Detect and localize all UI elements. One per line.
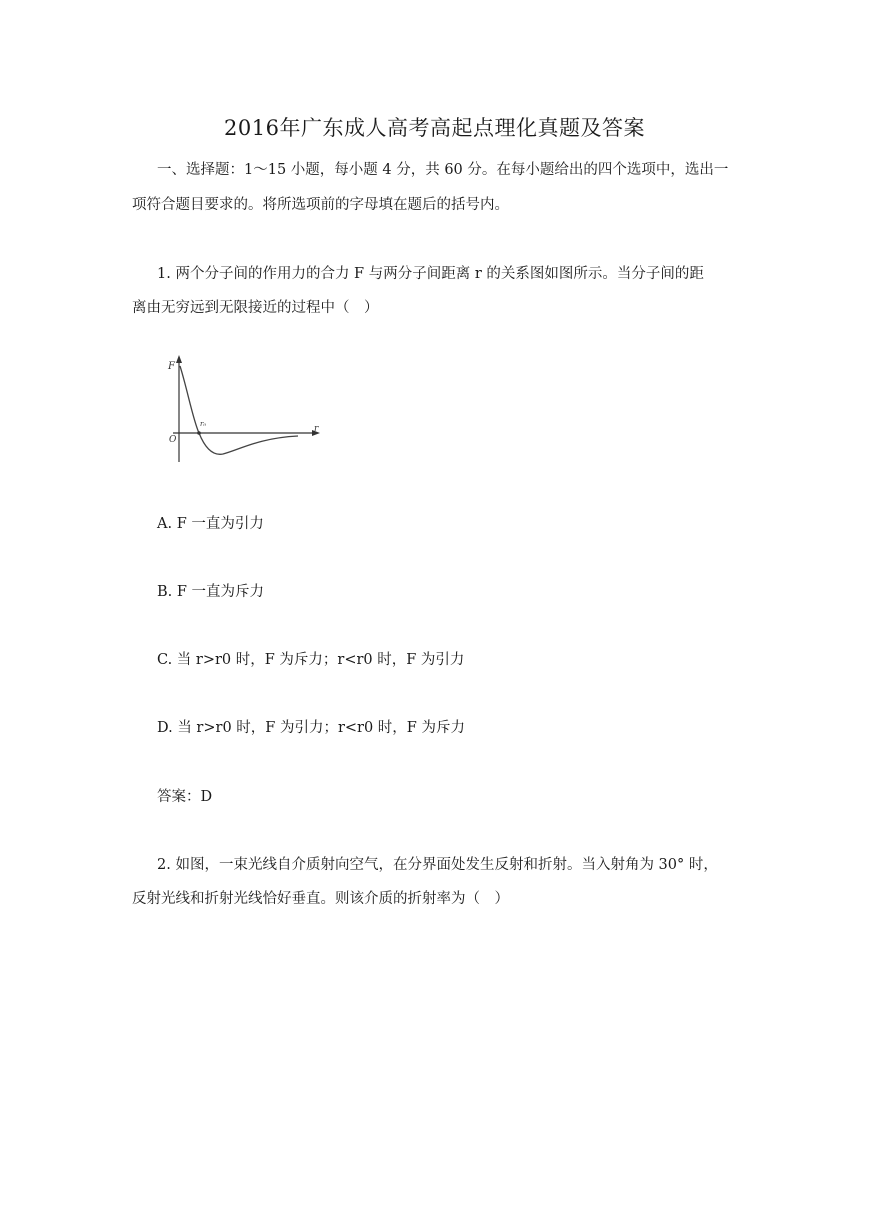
- section-intro-line-1: 一、选择题：1～15 小题，每小题 4 分，共 60 分。在每小题给出的四个选项中，选出一: [157, 162, 729, 178]
- graph-curve: [180, 366, 298, 454]
- graph-y-arrow: [176, 355, 182, 363]
- question-1-option-a: A. F 一直为引力: [157, 516, 264, 532]
- force-distance-graph: [163, 350, 325, 468]
- question-1-answer: 答案：D: [157, 789, 213, 805]
- graph-x-label: r: [314, 424, 319, 434]
- question-2-stem-line-1: 2. 如图，一束光线自介质射向空气，在分界面处发生反射和折射。当入射角为 30° 时，: [157, 857, 718, 873]
- question-1-option-d: D. 当 r>r0 时，F 为引力；r<r0 时，F 为斥力: [157, 720, 465, 736]
- question-1-stem-line-2: 离由无穷远到无限接近的过程中（ ）: [132, 300, 379, 316]
- graph-origin-label: O: [169, 435, 177, 445]
- graph-r0-label: r₀: [200, 420, 207, 428]
- question-1-stem-line-1: 1. 两个分子间的作用力的合力 F 与两分子间距离 r 的关系图如图所示。当分子间的距: [157, 266, 704, 282]
- question-1-option-b: B. F 一直为斥力: [157, 584, 265, 600]
- section-intro-line-2: 项符合题目要求的。将所选项前的字母填在题后的括号内。: [132, 197, 509, 213]
- question-2-stem-line-2: 反射光线和折射光线恰好垂直。则该介质的折射率为（ ）: [132, 891, 509, 907]
- graph-r0-point: [197, 431, 201, 435]
- question-1-option-c: C. 当 r>r0 时，F 为斥力；r<r0 时，F 为引力: [157, 652, 465, 668]
- graph-y-label: F: [168, 361, 175, 372]
- document-title: 2016年广东成人高考高起点理化真题及答案: [224, 116, 645, 140]
